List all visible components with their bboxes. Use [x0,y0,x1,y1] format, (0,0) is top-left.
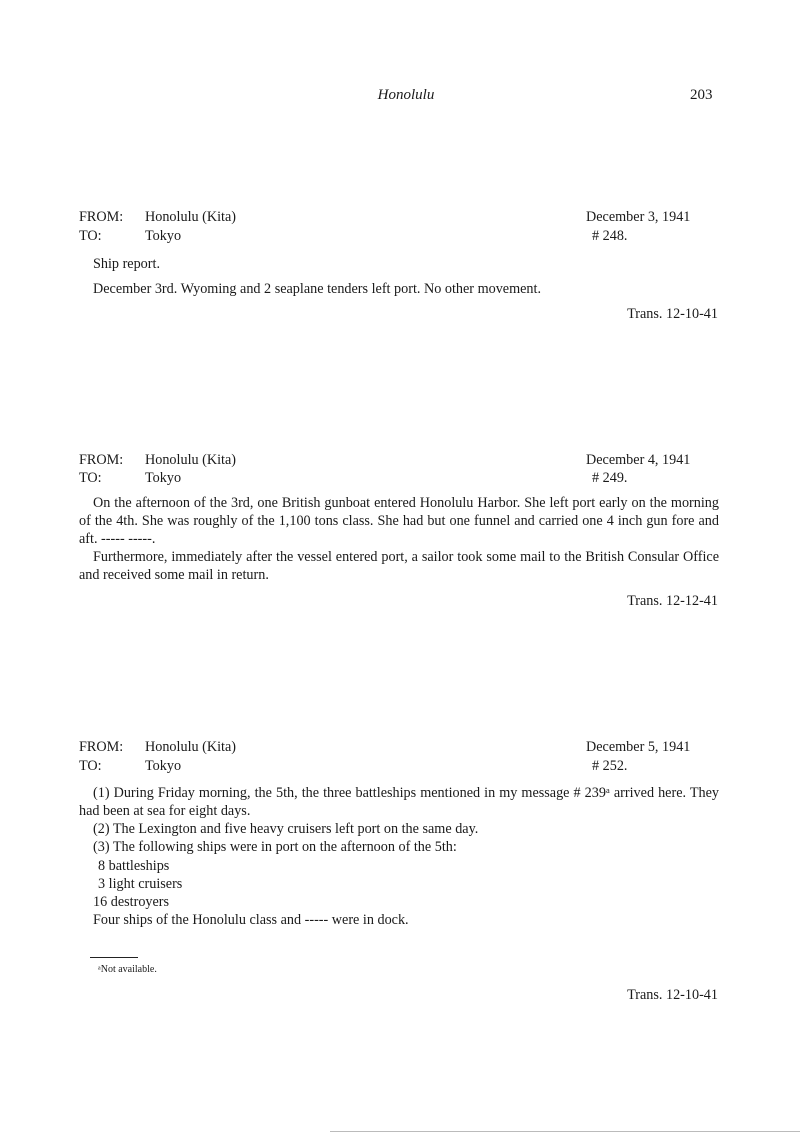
message-paragraph: (2) The Lexington and five heavy cruisers left port on the same day. [93,821,479,837]
footnote-rule [90,957,138,958]
message-paragraph: Furthermore, immediately after the vessel entered port, a sailor took some mail to the British Consular Office and received some mail in return. [79,549,719,583]
from-value: Honolulu (Kita) [145,452,237,468]
translation-date: Trans. 12-10-41 [627,306,718,322]
to-label: TO: [79,470,102,486]
from-value: Honolulu (Kita) [145,209,237,225]
message-paragraph: (3) The following ships were in port on the afternoon of the 5th: [93,839,457,855]
closing-line: Four ships of the Honolulu class and ----- were in dock. [93,912,409,928]
message-date: December 5, 1941 [586,739,691,755]
message-number: # 252. [592,758,628,774]
ship-list-item: 16 destroyers [93,894,170,910]
to-value: Tokyo [145,470,182,486]
page-edge-line [330,1131,800,1132]
message-number: # 249. [592,470,628,486]
message-paragraph: December 3rd. Wyoming and 2 seaplane tenders left port. No other movement. [93,281,542,297]
to-label: TO: [79,758,102,774]
page-number: 203 [690,87,713,103]
ship-list-item: 3 light cruisers [98,876,183,892]
running-header-title: Honolulu [377,87,435,103]
message-paragraph: Ship report. [93,256,160,272]
message-number: # 248. [592,228,628,244]
ship-list-item: 8 battleships [98,858,170,874]
to-label: TO: [79,228,102,244]
from-label: FROM: [79,739,124,755]
to-value: Tokyo [145,228,182,244]
to-value: Tokyo [145,758,182,774]
footnote: ᵃNot available. [98,964,157,975]
translation-date: Trans. 12-12-41 [627,593,718,609]
from-label: FROM: [79,452,124,468]
message-body [79,494,719,584]
message-paragraph: On the afternoon of the 3rd, one British gunboat entered Honolulu Harbor. She left port early on the morning of the 4th. She was roughly of the 1,100 tons class. She had but one funnel and carried one 4 inch gun fore and aft. ----- -----. [79,495,719,547]
from-label: FROM: [79,209,124,225]
message-paragraph: (1) During Friday morning, the 5th, the three battleships mentioned in my message # 239ᵃ arrived here. They had been at sea for eight days. [79,785,719,819]
from-value: Honolulu (Kita) [145,739,237,755]
message-date: December 3, 1941 [586,209,691,225]
translation-date: Trans. 12-10-41 [627,987,718,1003]
message-date: December 4, 1941 [586,452,691,468]
message-body [79,784,719,856]
